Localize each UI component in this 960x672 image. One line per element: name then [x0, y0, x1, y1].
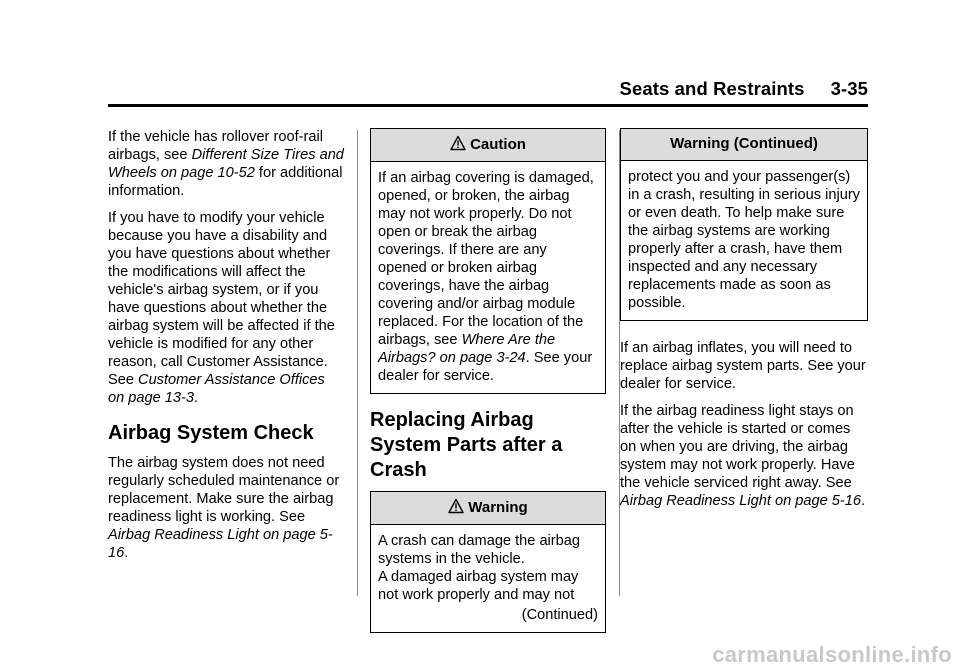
caution-text: [378, 169, 598, 385]
warning-continued-box: [620, 128, 868, 321]
caution-title: Caution: [470, 136, 526, 153]
page-number: 3-35: [830, 78, 868, 99]
warning-body: [371, 525, 605, 632]
warning-text: A damaged airbag system may not work properly and may not: [378, 569, 579, 603]
text: If the airbag readiness light stays on after the vehicle is started or comes on when you are driving, the airbag system may not work properly. Have the vehicle serviced right away. See: [620, 403, 855, 491]
column-right: [620, 128, 868, 519]
section-heading: Replacing Airbag System Parts after a Crash: [370, 409, 563, 481]
warning-continued-header: Warning (Continued): [621, 129, 867, 161]
paragraph: [620, 402, 868, 510]
warning-text: A crash can damage the airbag systems in the vehicle.: [378, 533, 581, 567]
paragraph: [108, 128, 344, 200]
continued-label: (Continued): [521, 607, 598, 623]
caution-header: [371, 129, 605, 162]
cross-reference[interactable]: Airbag Readiness Light on page 5-16: [620, 493, 861, 509]
section-title: Seats and Restraints: [619, 78, 805, 99]
running-head: [620, 78, 868, 100]
warning-text: protect you and your passenger(s) in a crash, resulting in serious injury or even death. To help make sure the airbag systems are working properly after a crash, have them inspected and any necessary replacements made as soon as possible.: [628, 169, 860, 311]
paragraph: [108, 209, 344, 407]
column-left: [108, 128, 344, 571]
text: If you have to modify your vehicle because you have a disability and you have questions about whether the modifications will affect the vehicle's airbag system, or if you have questions about whether the airbag system will be affected if the vehicle is modified for any other reason, call Customer Assistance. See: [108, 210, 335, 388]
caution-body: [371, 162, 605, 393]
warning-box: [370, 491, 606, 633]
page-header: [108, 78, 868, 107]
watermark: carmanualsonline.info: [712, 642, 952, 667]
cross-reference[interactable]: Where Are the Airbags? on page 3-24: [378, 332, 556, 366]
cross-reference[interactable]: Airbag Readiness Light on page 5-16: [108, 527, 333, 561]
text: . See your dealer for service.: [378, 350, 593, 384]
cross-reference[interactable]: Customer Assistance Offices on page 13-3: [108, 372, 325, 406]
text: .: [124, 545, 129, 561]
warning-title: Warning: [468, 499, 528, 516]
text: .: [860, 493, 866, 509]
caution-box: [370, 128, 606, 394]
text: If the vehicle has rollover roof-rail airbags, see: [108, 129, 323, 163]
text: for additional information.: [108, 165, 343, 199]
warning-triangle-icon: [450, 135, 466, 151]
cross-reference[interactable]: Different Size Tires and Wheels on page 10-52: [108, 147, 344, 181]
paragraph: [108, 454, 344, 562]
text: If an airbag covering is damaged, opened, or broken, the airbag may not work properly. Do not open or break the airbag coverings. If there are any opened or broken airbag coverings, have the airbag covering and/or airbag module replaced. For the location of the airbags, see: [378, 170, 594, 348]
warning-triangle-icon: [448, 498, 464, 514]
warning-continued-body: [621, 161, 867, 320]
warning-header: [371, 492, 605, 525]
column-middle: [370, 128, 606, 645]
column-divider: [357, 130, 358, 596]
text: .: [194, 390, 199, 406]
text: The airbag system does not need regularly scheduled maintenance or replacement. Make sure the airbag readiness light is working. See: [108, 455, 340, 525]
paragraph: If an airbag inflates, you will need to replace airbag system parts. See your dealer for service.: [620, 340, 866, 392]
section-heading: Airbag System Check: [108, 422, 314, 444]
